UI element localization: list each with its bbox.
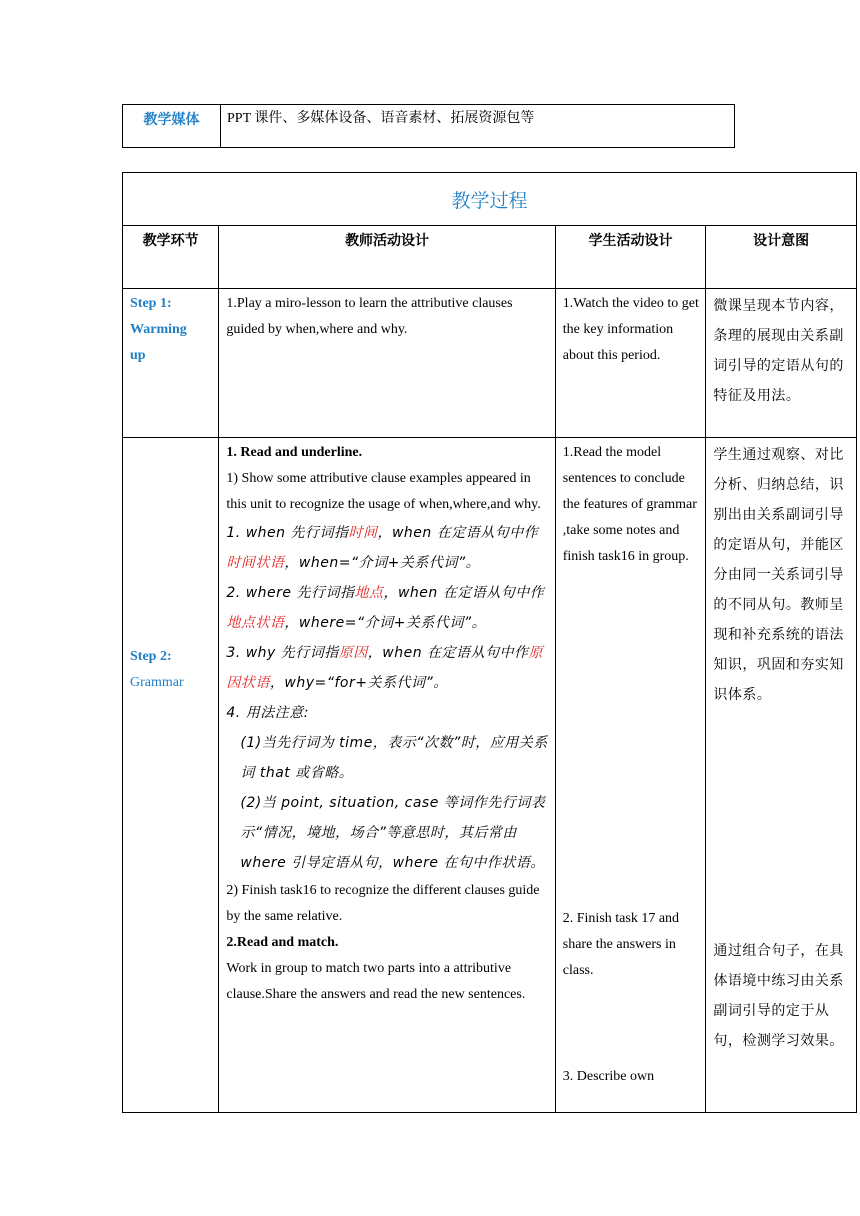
usage-note-heading: 4. 用法注意: [226, 705, 309, 721]
process-title: 教学过程 [123, 173, 857, 226]
step1-label-line: Step 1: [130, 296, 172, 311]
usage-note-2: (2)当 point, situation, case 等词作先行词表示“情况，境地，场合”等意思时，其后常由 where 引导定语从句，where 在句中作状语。 [240, 795, 546, 871]
teacher-para-3: Work in group to match two parts into a attributive clause.Share the answers and read the new sentences. [226, 961, 526, 1002]
media-table [122, 104, 735, 148]
header-intent: 设计意图 [706, 226, 857, 289]
media-value: PPT 课件、多媒体设备、语音素材、拓展资源包等 [221, 105, 735, 148]
step2-label-bold: Step 2: [130, 649, 172, 664]
rule-why: 3. why 先行词指原因，when 在定语从句中作原因状语，why=“for+关系代词”。 [226, 645, 544, 691]
step1-teacher: 1.Play a miro-lesson to learn the attributive clauses guided by when,where and why. [226, 296, 513, 337]
process-table [122, 172, 857, 1113]
teacher-para-2: 2) Finish task16 to recognize the different clauses guide by the same relative. [226, 883, 540, 924]
step1-row [123, 289, 857, 438]
teacher-heading-1: 1. Read and underline. [226, 445, 363, 460]
student-activity-1: 1.Read the model sentences to conclude the features of grammar ,take some notes and finish task16 in group. [562, 445, 697, 564]
step1-intent: 微课呈现本节内容，条理的展现由关系副词引导的定语从句的特征及用法。 [713, 298, 844, 404]
step2-teacher [219, 438, 554, 1008]
header-student: 学生活动设计 [555, 226, 706, 289]
student-activity-3: 3. Describe own [562, 1069, 655, 1084]
student-activity-2: 2. Finish task 17 and share the answers in class. [562, 911, 680, 978]
header-row [123, 226, 857, 289]
step1-student: 1.Watch the video to get the key information about this period. [562, 296, 699, 363]
step2-label [123, 438, 219, 1113]
step1-label-line: Warming [130, 322, 187, 337]
step2-row [123, 438, 857, 1113]
teacher-para-1: 1) Show some attributive clause examples appeared in this unit to recognize the usage of when,where,and why. [226, 471, 541, 512]
header-stage: 教学环节 [123, 226, 219, 289]
step1-label [123, 289, 219, 438]
teacher-heading-2: 2.Read and match. [226, 935, 339, 950]
intent-2: 通过组合句子，在具体语境中练习由关系副词引导的定于从句，检测学习效果。 [713, 943, 844, 1049]
header-teacher: 教师活动设计 [219, 226, 555, 289]
step1-label-line: up [130, 348, 146, 363]
media-label: 教学媒体 [123, 105, 221, 148]
intent-1: 学生通过观察、对比分析、归纳总结，识别出由关系副词引导的定语从句，并能区分由同一关系词引导的不同从句。教师呈现和补充系统的语法知识，巩固和夯实知识体系。 [713, 447, 844, 703]
rule-when: 1. when 先行词指时间，when 在定语从句中作时间状语，when=“介词+关系代词”。 [226, 525, 539, 571]
step2-label-plain: Grammar [130, 675, 184, 690]
rule-where: 2. where 先行词指地点，when 在定语从句中作地点状语，where=“介词+关系代词”。 [226, 585, 545, 631]
usage-note-1: (1)当先行词为 time，表示“次数”时，应用关系词 that 或省略。 [240, 735, 548, 781]
